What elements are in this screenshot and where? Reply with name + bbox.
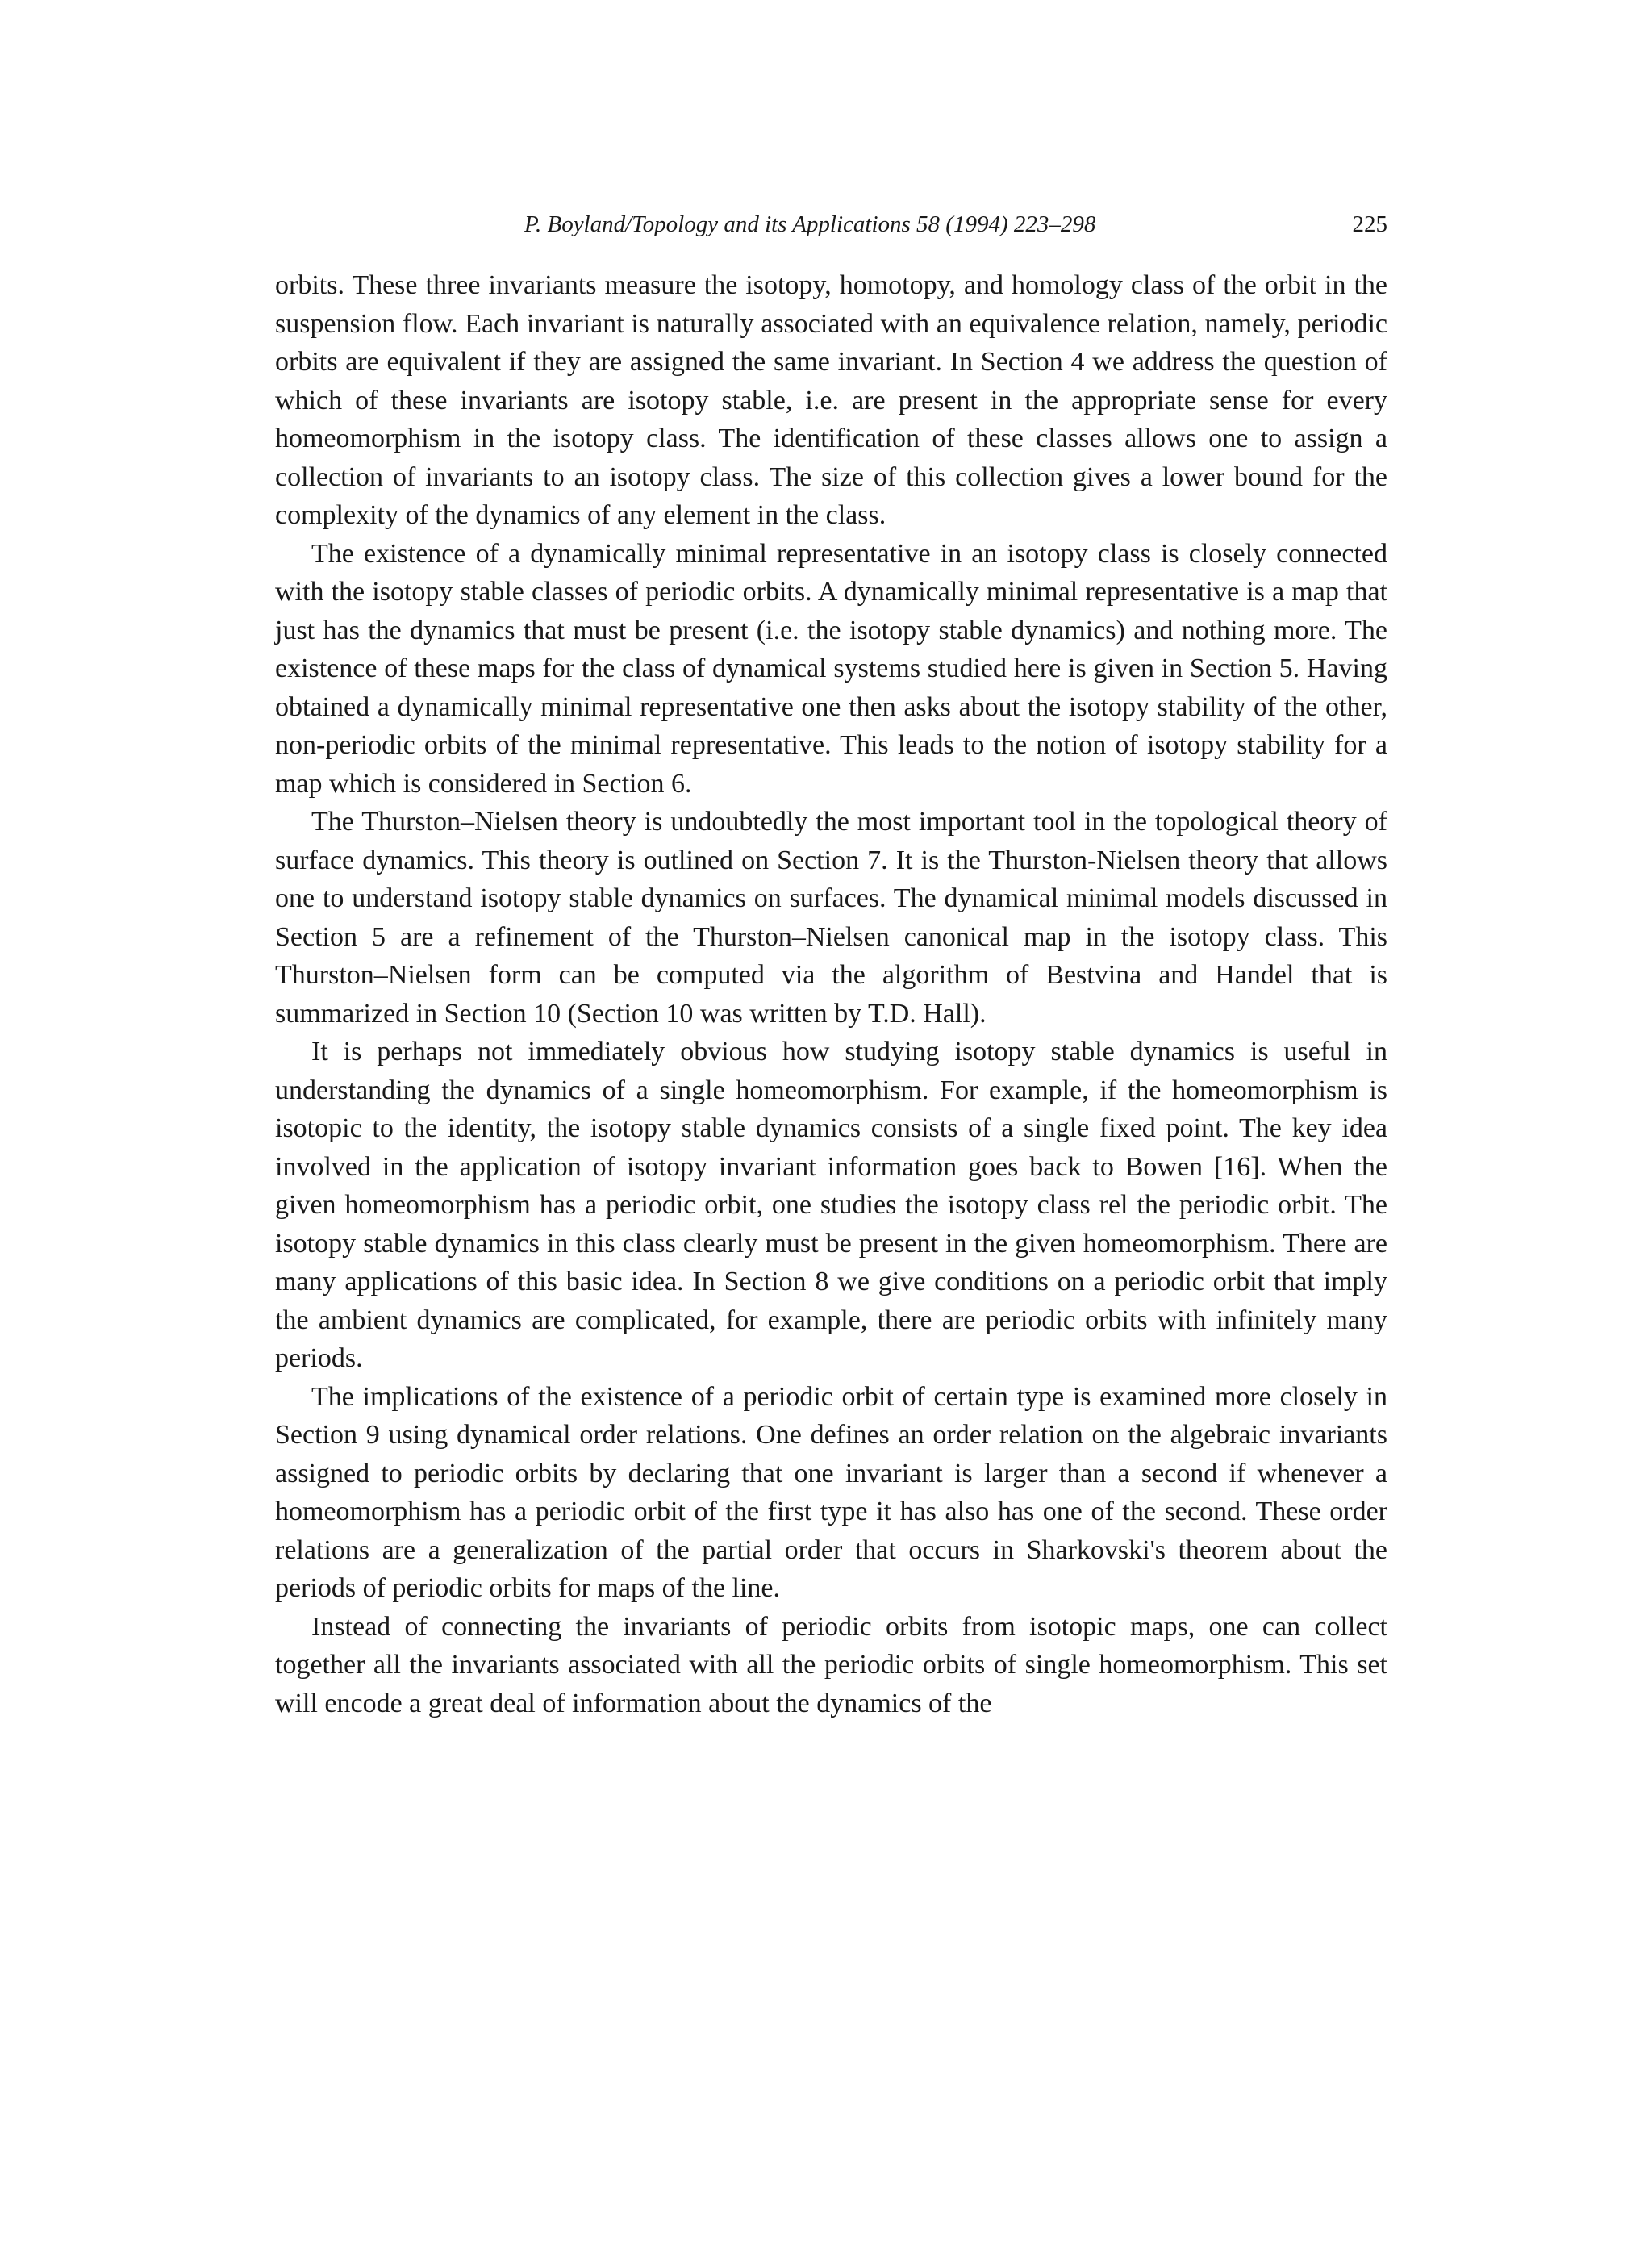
paragraph-2: The existence of a dynamically minimal representative in an isotopy class is closely connected with the isotopy stable classes of periodic orbits. A dynamically minimal representative is a map that just has the dynamics that must be present (i.e. the isotopy stable dynamics) and nothing more. The existence of these maps for the class of dynamical systems studied here is given in Section 5. Having obtained a dynamically minimal representative one then asks about the isotopy stability of the other, non-periodic orbits of the minimal representative. This leads to the notion of isotopy stability for a map which is considered in Section 6.	[275, 538, 1387, 799]
running-title: P. Boyland/Topology and its Applications 58 (1994) 223–298	[524, 211, 1096, 237]
paragraph-3: The Thurston–Nielsen theory is undoubtedly the most important tool in the topological theory of surface dynamics. This theory is outlined on Section 7. It is the Thurston-Nielsen theory that allows one to understand isotopy stable dynamics on surfaces. The dynamical minimal models discussed in Section 5 are a refinement of the Thurston–Nielsen canonical map in the isotopy class. This Thurston–Nielsen form can be computed via the algorithm of Bestvina and Handel that is summarized in Section 10 (Section 10 was written by T.D. Hall).	[275, 807, 1387, 1029]
body-text	[275, 266, 1387, 1722]
page-number: 225	[1352, 211, 1387, 237]
paragraph-1: orbits. These three invariants measure the isotopy, homotopy, and homology class of the orbit in the suspension flow. Each invariant is naturally associated with an equivalence relation, namely, periodic orbits are equivalent if they are assigned the same invariant. In Section 4 we address the question of which of these invariants are isotopy stable, i.e. are present in the appropriate sense for every homeomorphism in the isotopy class. The identification of these classes allows one to assign a collection of invariants to an isotopy class. The size of this collection gives a lower bound for the complexity of the dynamics of any element in the class.	[275, 270, 1387, 530]
running-head	[274, 211, 1387, 244]
paragraph-5: The implications of the existence of a periodic orbit of certain type is examined more closely in Section 9 using dynamical order relations. One defines an order relation on the algebraic invariants assigned to periodic orbits by declaring that one invariant is larger than a second if whenever a homeomorphism has a periodic orbit of the first type it has also has one of the second. These order relations are a generalization of the partial order that occurs in Sharkovski's theorem about the periods of periodic orbits for maps of the line.	[275, 1381, 1387, 1603]
paragraph-6: Instead of connecting the invariants of periodic orbits from isotopic maps, one can collect together all the invariants associated with all the periodic orbits of single homeomorphism. This set will encode a great deal of information about the dynamics of the	[275, 1611, 1387, 1718]
paragraph-4: It is perhaps not immediately obvious how studying isotopy stable dynamics is useful in understanding the dynamics of a single homeomorphism. For example, if the homeomorphism is isotopic to the identity, the isotopy stable dynamics consists of a single fixed point. The key idea involved in the application of isotopy invariant information goes back to Bowen [16]. When the given homeomorphism has a periodic orbit, one studies the isotopy class rel the periodic orbit. The isotopy stable dynamics in this class clearly must be present in the given homeomorphism. There are many applications of this basic idea. In Section 8 we give conditions on a periodic orbit that imply the ambient dynamics are complicated, for example, there are periodic orbits with infinitely many periods.	[275, 1037, 1387, 1373]
